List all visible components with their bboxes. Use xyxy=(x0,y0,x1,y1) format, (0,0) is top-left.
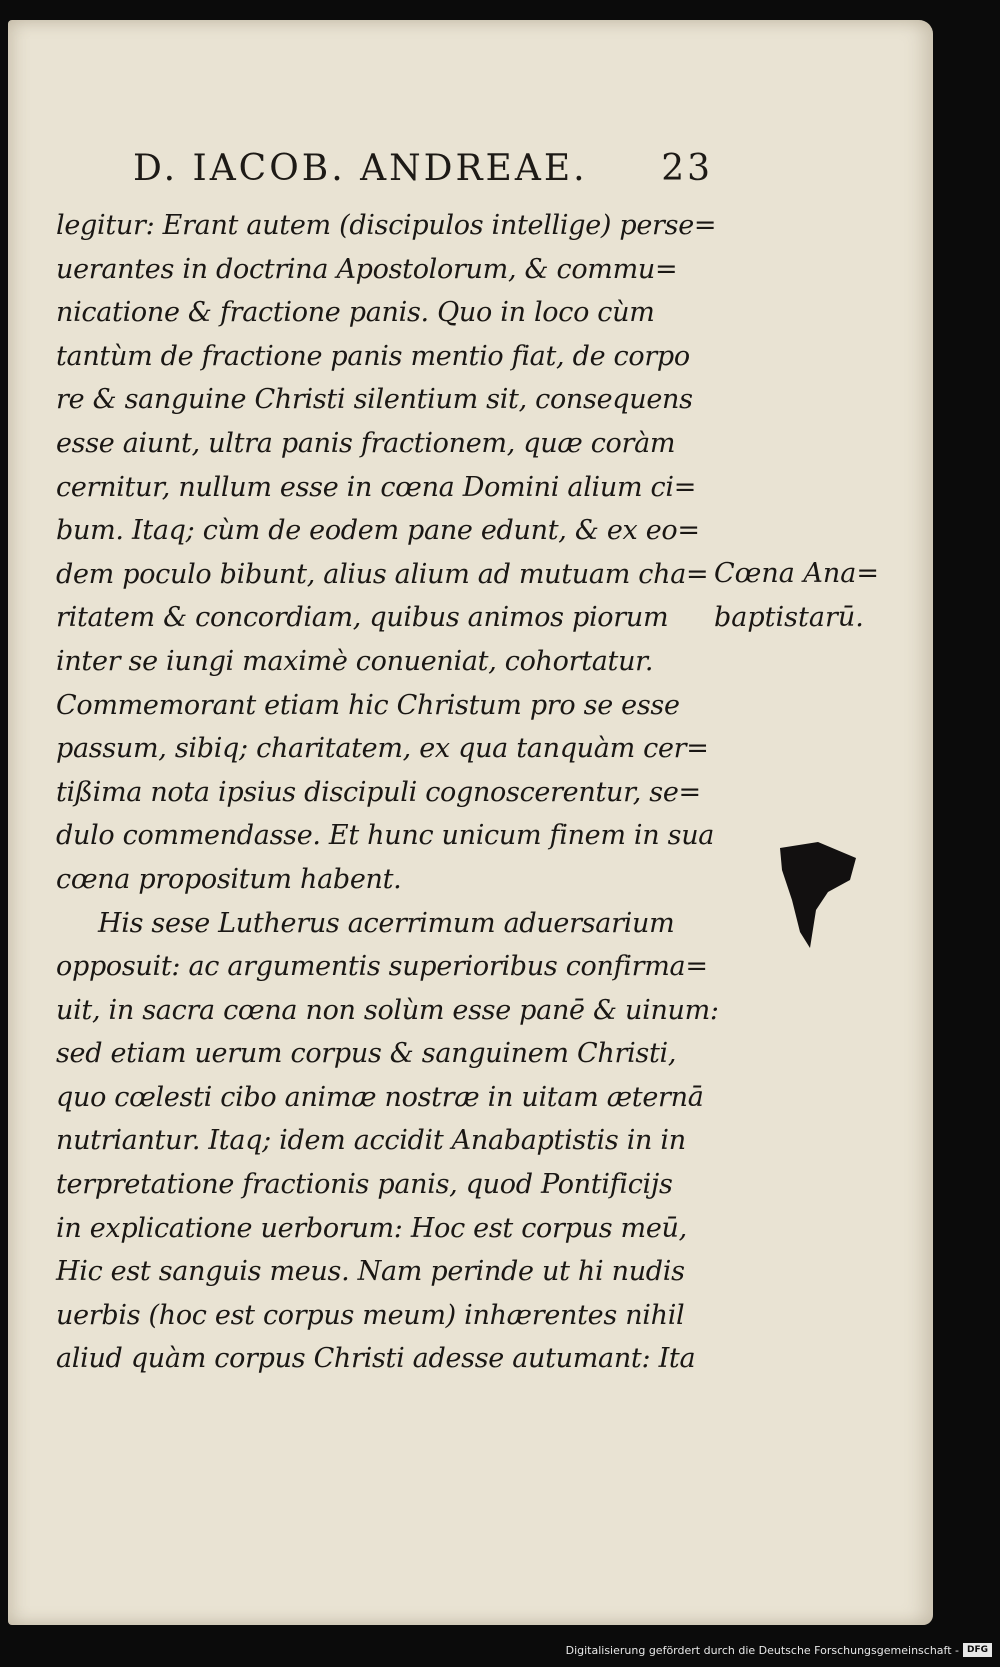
text-line: re & sanguine Christi silentium sit, consequens xyxy=(56,384,693,416)
text-line: nicatione & fractione panis. Quo in loco cùm xyxy=(56,297,655,329)
text-line: ritatem & concordiam, quibus animos piorum xyxy=(56,602,669,634)
text-line: cœna propositum habent. xyxy=(56,863,402,895)
text-line: passum, sibiq; charitatem, ex qua tanquàm cer= xyxy=(56,733,709,765)
text-line: nutriantur. Itaq; idem accidit Anabaptistis in in xyxy=(56,1125,686,1157)
text-line: tantùm de fractione panis mentio fiat, de corpo xyxy=(56,340,690,372)
funding-credit: Digitalisierung gefördert durch die Deutsche Forschungsgemeinschaft - xyxy=(565,1643,959,1657)
text-line: Hic est sanguis meus. Nam perinde ut hi nudis xyxy=(56,1256,685,1288)
text-line: cernitur, nullum esse in cœna Domini alium ci= xyxy=(56,471,697,503)
page-number: 23 xyxy=(661,148,713,189)
text-line: uerantes in doctrina Apostolorum, & commu= xyxy=(56,253,678,285)
text-line: uit, in sacra cœna non solùm esse panē & uinum: xyxy=(56,994,719,1026)
text-line: Commemorant etiam hic Christum pro se esse xyxy=(56,689,680,721)
marginal-note-line: Cœna Ana= xyxy=(714,558,880,589)
text-line: inter se iungi maximè conueniat, cohortatur. xyxy=(56,645,654,677)
text-line: dem poculo bibunt, alius alium ad mutuam cha= xyxy=(56,558,709,590)
text-line: bum. Itaq; cùm de eodem pane edunt, & ex eo= xyxy=(56,515,700,547)
body-text xyxy=(56,204,719,1381)
text-line: opposuit: ac argumentis superioribus confirma= xyxy=(56,951,708,983)
text-line: sed etiam uerum corpus & sanguinem Christi, xyxy=(56,1038,677,1070)
text-line: esse aiunt, ultra panis fractionem, quæ coràm xyxy=(56,427,676,459)
text-line: aliud quàm corpus Christi adesse autumant: Ita xyxy=(56,1343,696,1375)
running-head xyxy=(133,148,713,194)
marginal-note-line: baptistarū. xyxy=(714,601,864,633)
text-line: terpretatione fractionis panis, quod Pontificijs xyxy=(56,1169,673,1201)
dfg-logo: DFG xyxy=(963,1643,992,1657)
text-line: quo cœlesti cibo animæ nostræ in uitam æternā xyxy=(56,1081,704,1113)
book-page xyxy=(8,20,933,1625)
text-line: legitur: Erant autem (discipulos intellige) perse= xyxy=(56,210,717,241)
digitization-footer xyxy=(566,1635,992,1665)
paragraph-start-line: His sese Lutherus acerrimum aduersarium xyxy=(98,907,675,939)
running-title: D. IACOB. ANDREAE. xyxy=(133,148,588,189)
text-line: in explicatione uerborum: Hoc est corpus meū, xyxy=(56,1212,687,1244)
text-line: uerbis (hoc est corpus meum) inhærentes nihil xyxy=(56,1299,685,1331)
marginal-note xyxy=(714,552,880,639)
text-line: tißima nota ipsius discipuli cognoscerentur, se= xyxy=(56,776,701,808)
paper-damage-mark xyxy=(778,840,858,950)
text-line: dulo commendasse. Et hunc unicum finem in sua xyxy=(56,820,715,852)
